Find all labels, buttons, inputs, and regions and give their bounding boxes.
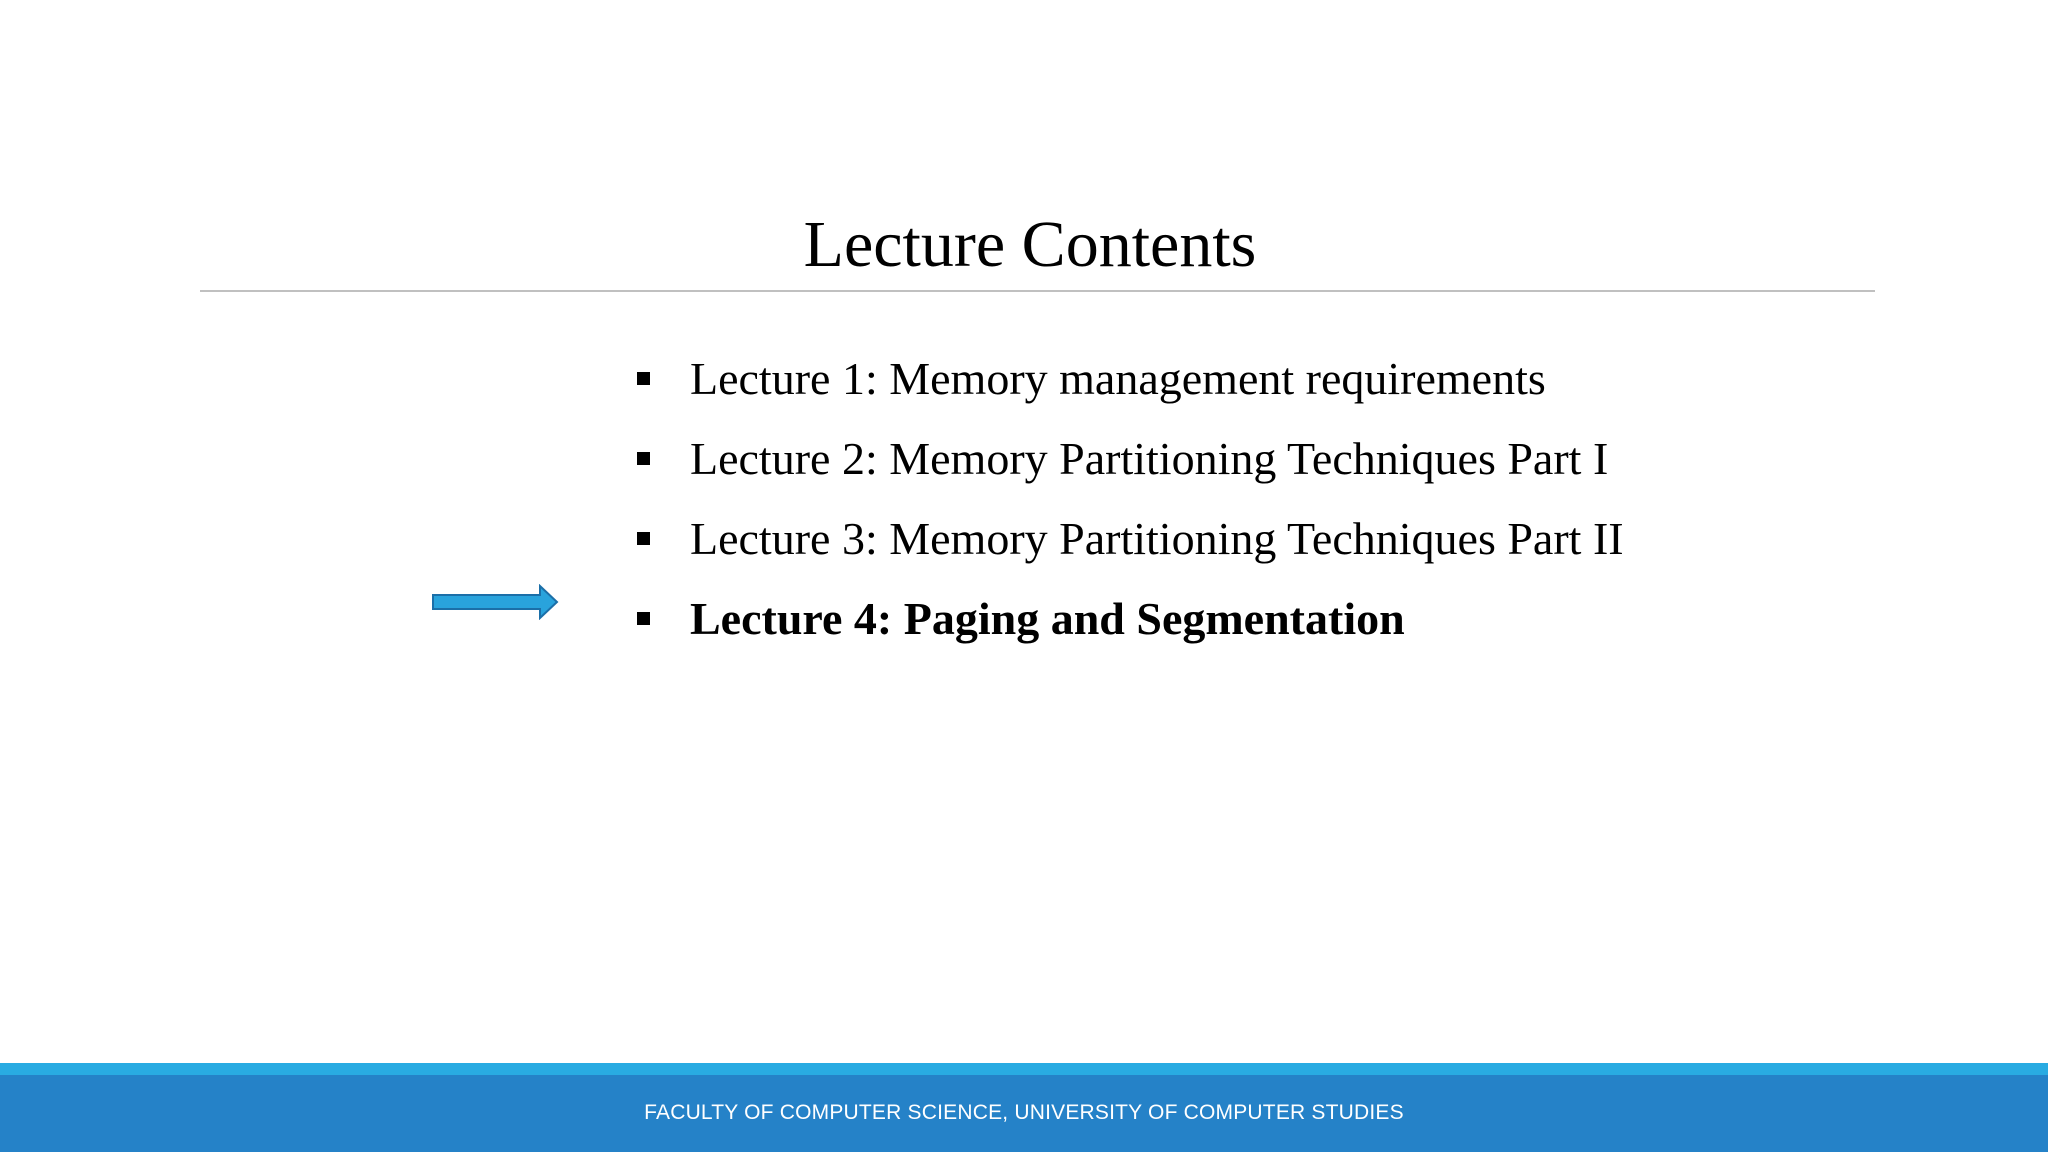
- arrow-shape: [433, 586, 557, 618]
- list-item: [620, 338, 1624, 418]
- list-item-label: Lecture 3: Memory Partitioning Techniques Part II: [690, 512, 1624, 564]
- slide-title: Lecture Contents: [803, 208, 1257, 281]
- footer-band: [0, 1075, 2048, 1152]
- square-bullet-icon: [637, 612, 650, 625]
- lecture-list: [620, 338, 1624, 658]
- list-item-label: Lecture 1: Memory management requirements: [690, 352, 1546, 404]
- square-bullet-icon: [637, 452, 650, 465]
- list-item: [620, 498, 1624, 578]
- title-divider: [200, 290, 1875, 292]
- footer-stripe: [0, 1063, 2048, 1075]
- list-item-current: [620, 578, 1624, 658]
- list-item-label: Lecture 2: Memory Partitioning Techniques Part I: [690, 432, 1609, 484]
- square-bullet-icon: [637, 532, 650, 545]
- square-bullet-icon: [637, 372, 650, 385]
- footer-text: FACULTY OF COMPUTER SCIENCE, UNIVERSITY OF COMPUTER STUDIES: [644, 1100, 1404, 1124]
- list-item-label: Lecture 4: Paging and Segmentation: [690, 592, 1405, 644]
- right-arrow-icon: [431, 584, 559, 620]
- list-item: [620, 418, 1624, 498]
